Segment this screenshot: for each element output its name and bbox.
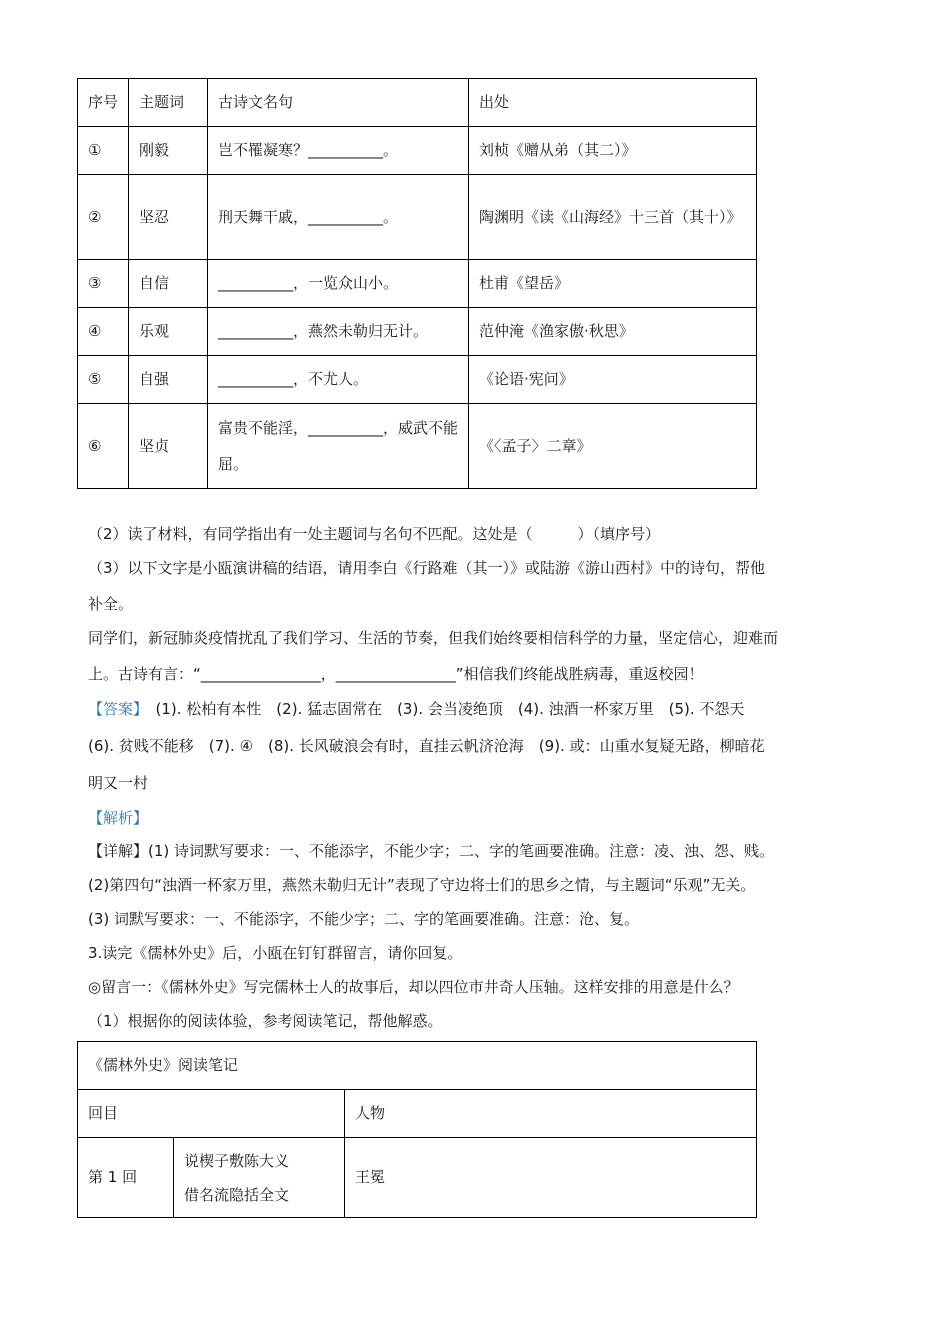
header-line: 古诗文名句 bbox=[208, 79, 469, 127]
note-header-row bbox=[78, 1090, 757, 1138]
row-source: 范仲淹《渔家傲·秋思》 bbox=[469, 308, 757, 356]
chapter-number: 第 1 回 bbox=[78, 1138, 174, 1218]
row-num: ⑥ bbox=[78, 404, 129, 489]
note-title-row bbox=[78, 1042, 757, 1090]
row-num: ③ bbox=[78, 260, 129, 308]
speech-line1: 同学们，新冠肺炎疫情扰乱了我们学习、生活的节奏，但我们始终要相信科学的力量，坚定信心，迎难而 bbox=[88, 629, 779, 647]
header-source: 出处 bbox=[469, 79, 757, 127]
table-row bbox=[78, 308, 757, 356]
table-row bbox=[78, 127, 757, 175]
question-3-line2: 补全。 bbox=[88, 595, 134, 613]
row-source: 《论语·宪问》 bbox=[469, 356, 757, 404]
row-source: 杜甫《望岳》 bbox=[469, 260, 757, 308]
detail-line2: (2)第四句“浊酒一杯家万里，燕然未勒归无计”表现了守边将士们的思乡之情，与主题词“乐观”无关。 bbox=[88, 876, 756, 894]
row-line: __________，燕然未勒归无计。 bbox=[208, 308, 469, 356]
table-row bbox=[78, 404, 757, 489]
question-2: （2）读了材料，有同学指出有一处主题词与名句不匹配。这处是（ ）（填序号） bbox=[88, 525, 661, 543]
header-num: 序号 bbox=[78, 79, 129, 127]
answer-line1 bbox=[88, 691, 878, 727]
header-person: 人物 bbox=[345, 1090, 757, 1138]
table-row bbox=[78, 1138, 757, 1218]
row-theme: 刚毅 bbox=[129, 127, 208, 175]
chapter-title-line1: 说楔子敷陈大义 bbox=[184, 1151, 290, 1170]
table-header-row bbox=[78, 79, 757, 127]
question-3-line1: （3）以下文字是小瓯演讲稿的结语，请用李白《行路难（其一）》或陆游《游山西村》中的诗句，帮他 bbox=[88, 559, 766, 577]
row-line: __________，不尤人。 bbox=[208, 356, 469, 404]
poem-table bbox=[77, 78, 757, 489]
speech-line2: 上。古诗有言：“________________，________________”相信我们终能战胜病毒，重返校园！ bbox=[88, 665, 704, 683]
table-row bbox=[78, 260, 757, 308]
question-3-intro: 3.读完《儒林外史》后，小瓯在钉钉群留言，请你回复。 bbox=[88, 944, 463, 962]
chapter-title bbox=[174, 1138, 345, 1218]
row-line: 刑天舞干戚，__________。 bbox=[208, 175, 469, 260]
analysis-label: 【解析】 bbox=[88, 809, 149, 827]
row-line: 富贵不能淫，__________，威武不能屈。 bbox=[208, 404, 469, 489]
note-title: 《儒林外史》阅读笔记 bbox=[78, 1042, 757, 1090]
row-theme: 自强 bbox=[129, 356, 208, 404]
person-name: 王冕 bbox=[345, 1138, 757, 1218]
detail-line1: 【详解】(1) 诗词默写要求：一、不能添字，不能少字；二、字的笔画要准确。注意：凌、浊、怨、贱。 bbox=[88, 842, 775, 860]
header-theme: 主题词 bbox=[129, 79, 208, 127]
table-row bbox=[78, 175, 757, 260]
row-line: __________，一览众山小。 bbox=[208, 260, 469, 308]
row-source: 刘桢《赠从弟（其二）》 bbox=[469, 127, 757, 175]
header-chapter: 回目 bbox=[78, 1090, 345, 1138]
table-row bbox=[78, 356, 757, 404]
row-theme: 自信 bbox=[129, 260, 208, 308]
row-num: ② bbox=[78, 175, 129, 260]
row-theme: 坚忍 bbox=[129, 175, 208, 260]
row-num: ① bbox=[78, 127, 129, 175]
answer-label: 【答案】 bbox=[88, 700, 141, 718]
row-theme: 乐观 bbox=[129, 308, 208, 356]
answer-line3: 明又一村 bbox=[88, 774, 149, 792]
row-num: ④ bbox=[78, 308, 129, 356]
answer-line2: (6). 贫贱不能移 (7). ④ (8). 长风破浪会有时，直挂云帆济沧海 (9). 或：山重水复疑无路，柳暗花 bbox=[88, 737, 765, 755]
row-line: 岂不罹凝寒？__________。 bbox=[208, 127, 469, 175]
chapter-title-line2: 借名流隐括全文 bbox=[184, 1185, 290, 1204]
message-one: ◎留言一：《儒林外史》写完儒林士人的故事后，却以四位市井奇人压轴。这样安排的用意是什么？ bbox=[88, 978, 739, 996]
row-num: ⑤ bbox=[78, 356, 129, 404]
reading-note-table bbox=[77, 1041, 757, 1218]
row-theme: 坚贞 bbox=[129, 404, 208, 489]
sub-question-1: （1）根据你的阅读体验，参考阅读笔记，帮他解惑。 bbox=[88, 1012, 443, 1030]
detail-line3: (3) 词默写要求：一、不能添字，不能少字；二、字的笔画要准确。注意：沧、复。 bbox=[88, 910, 640, 928]
row-source: 《〈孟子〉二章》 bbox=[469, 404, 757, 489]
row-source: 陶渊明《读《山海经》十三首（其十）》 bbox=[469, 175, 757, 260]
answer-text-1: (1). 松柏有本性 (2). 猛志固常在 (3). 会当凌绝顶 (4). 浊酒一杯家万里 (5). 不怨天 bbox=[140, 700, 745, 718]
